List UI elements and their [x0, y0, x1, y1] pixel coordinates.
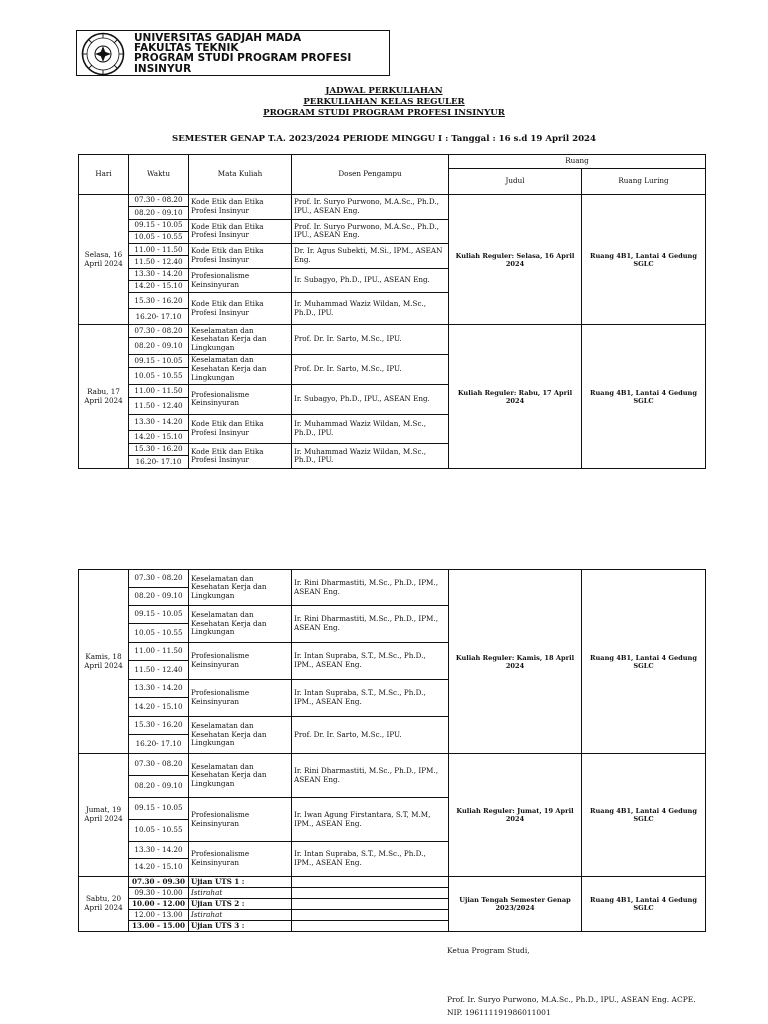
exam-cell: Ujian UTS 2 :: [189, 899, 292, 910]
course-cell: Profesionalisme Keinsinyuran: [189, 268, 292, 293]
time-cell: 15.30 - 16.20: [129, 443, 189, 456]
header-dosen: Dosen Pengampu: [292, 155, 449, 195]
time-cell: 09.15 - 10.05: [129, 606, 189, 624]
title-line-2: PERKULIAHAN KELAS REGULER: [303, 97, 465, 107]
course-cell: Profesionalisme Keinsinyuran: [189, 680, 292, 717]
schedule-table-1: [78, 154, 706, 469]
lecturer-cell: Prof. Dr. Ir. Sarto, M.Sc., IPU.: [292, 325, 449, 355]
room-cell: Ruang 4B1, Lantai 4 Gedung SGLC: [582, 195, 706, 325]
lecturer-cell: Ir. Muhammad Waziz Wildan, M.Sc., Ph.D., IPU.: [292, 414, 449, 443]
header-ruang-luring: Ruang Luring: [582, 169, 706, 195]
judul-cell: Kuliah Reguler: Kamis, 18 April 2024: [449, 570, 582, 754]
lecturer-cell: Ir. Muhammad Waziz Wildan, M.Sc., Ph.D., IPU.: [292, 293, 449, 325]
day-cell: Rabu, 17 April 2024: [79, 325, 129, 469]
room-cell: Ruang 4B1, Lantai 4 Gedung SGLC: [582, 325, 706, 469]
judul-cell: Kuliah Reguler: Jumat, 19 April 2024: [449, 754, 582, 877]
lecturer-cell: Ir. Intan Supraba, S.T., M.Sc., Ph.D., IPM., ASEAN Eng.: [292, 680, 449, 717]
time-cell: 12.00 - 13.00: [129, 910, 189, 921]
day-cell: Jumat, 19 April 2024: [79, 754, 129, 877]
course-cell: Keselamatan dan Kesehatan Kerja dan Lingkungan: [189, 754, 292, 798]
course-cell: Kode Etik dan Etika Profesi Insinyur: [189, 443, 292, 469]
exam-cell: Ujian UTS 3 :: [189, 921, 292, 932]
title-line-3: PROGRAM STUDI PROGRAM PROFESI INSINYUR: [263, 108, 505, 118]
course-cell: Keselamatan dan Kesehatan Kerja dan Lingkungan: [189, 354, 292, 384]
lecturer-cell: Prof. Dr. Ir. Sarto, M.Sc., IPU.: [292, 354, 449, 384]
lecturer-cell: [292, 877, 449, 888]
course-cell: Kode Etik dan Etika Profesi Insinyur: [189, 244, 292, 269]
time-cell: 07.30 - 09.30: [129, 877, 189, 888]
semester-period: SEMESTER GENAP T.A. 2023/2024 PERIODE MINGGU I : Tanggal : 16 s.d 19 April 2024: [171, 134, 597, 144]
time-cell: 15.30 - 16.20: [129, 717, 189, 735]
university-header: [76, 30, 390, 76]
judul-cell: Kuliah Reguler: Rabu, 17 April 2024: [449, 325, 582, 469]
time-cell: 07.30 - 08.20: [129, 570, 189, 588]
lecturer-cell: Ir. Subagyo, Ph.D., IPU., ASEAN Eng.: [292, 384, 449, 414]
table-row: [79, 195, 706, 207]
time-cell: 13.30 - 14.20: [129, 680, 189, 698]
header-hari: Hari: [79, 155, 129, 195]
lecturer-cell: [292, 899, 449, 910]
ketua-label: Ketua Program Studi,: [447, 946, 530, 955]
room-cell: Ruang 4B1, Lantai 4 Gedung SGLC: [582, 877, 706, 932]
break-cell: Istirahat: [189, 910, 292, 921]
course-cell: Kode Etik dan Etika Profesi Insinyur: [189, 195, 292, 220]
lecturer-cell: [292, 910, 449, 921]
course-cell: Kode Etik dan Etika Profesi Insinyur: [189, 219, 292, 244]
university-name: UNIVERSITAS GADJAH MADA FAKULTAS TEKNIK PROGRAM STUDI PROGRAM PROFESI INSINYUR: [134, 32, 352, 75]
time-cell: 11.00 - 11.50: [129, 643, 189, 661]
time-cell: 07.30 - 08.20: [129, 754, 189, 776]
time-cell: 10.05 - 10.55: [129, 367, 189, 384]
table-row: [79, 754, 706, 776]
lecturer-cell: Prof. Ir. Suryo Purwono, M.A.Sc., Ph.D., IPU., ASEAN Eng.: [292, 195, 449, 220]
time-cell: 08.20 - 09.10: [129, 337, 189, 354]
time-cell: 11.50 - 12.40: [129, 397, 189, 414]
time-cell: 08.20 - 09.10: [129, 207, 189, 219]
lecturer-cell: Ir. Rini Dharmastiti, M.Sc., Ph.D., IPM., ASEAN Eng.: [292, 570, 449, 606]
course-cell: Keselamatan dan Kesehatan Kerja dan Lingkungan: [189, 325, 292, 355]
time-cell: 14.20 - 15.10: [129, 859, 189, 877]
signatory-nip: NIP. 196111191986011001: [447, 1008, 551, 1017]
table-row: [79, 570, 706, 588]
header-waktu: Waktu: [129, 155, 189, 195]
lecturer-cell: Ir. Muhammad Waziz Wildan, M.Sc., Ph.D., IPU.: [292, 443, 449, 469]
time-cell: 10.05 - 10.55: [129, 820, 189, 842]
time-cell: 08.20 - 09.10: [129, 776, 189, 798]
time-cell: 16.20- 17.10: [129, 735, 189, 754]
time-cell: 14.20 - 15.10: [129, 281, 189, 293]
document-title: [0, 86, 768, 119]
course-cell: Kode Etik dan Etika Profesi Insinyur: [189, 414, 292, 443]
lecturer-cell: Ir. Intan Supraba, S.T., M.Sc., Ph.D., IPM., ASEAN Eng.: [292, 643, 449, 680]
time-cell: 09.15 - 10.05: [129, 219, 189, 231]
time-cell: 14.20 - 15.10: [129, 698, 189, 717]
time-cell: 07.30 - 08.20: [129, 325, 189, 338]
time-cell: 11.00 - 11.50: [129, 384, 189, 397]
time-cell: 09.30 - 10.00: [129, 888, 189, 899]
header-mata-kuliah: Mata Kuliah: [189, 155, 292, 195]
lecturer-cell: Ir. Iwan Agung Firstantara, S.T, M.M, IPM., ASEAN Eng.: [292, 798, 449, 842]
signatory-name: Prof. Ir. Suryo Purwono, M.A.Sc., Ph.D., IPU., ASEAN Eng. ACPE.: [447, 995, 696, 1004]
time-cell: 09.15 - 10.05: [129, 798, 189, 820]
lecturer-cell: Ir. Intan Supraba, S.T., M.Sc., Ph.D., IPM., ASEAN Eng.: [292, 842, 449, 877]
time-cell: 11.50 - 12.40: [129, 256, 189, 268]
schedule-table-2: [78, 569, 706, 932]
course-cell: Keselamatan dan Kesehatan Kerja dan Lingkungan: [189, 570, 292, 606]
time-cell: 13.30 - 14.20: [129, 268, 189, 280]
time-cell: 10.05 - 10.55: [129, 624, 189, 643]
table-row: [79, 877, 706, 888]
lecturer-cell: [292, 921, 449, 932]
time-cell: 10.05 - 10.55: [129, 231, 189, 243]
day-cell: Kamis, 18 April 2024: [79, 570, 129, 754]
time-cell: 14.20 - 15.10: [129, 430, 189, 443]
course-cell: Profesionalisme Keinsinyuran: [189, 384, 292, 414]
time-cell: 11.00 - 11.50: [129, 244, 189, 256]
course-cell: Kode Etik dan Etika Profesi Insinyur: [189, 293, 292, 325]
judul-cell: Kuliah Reguler: Selasa, 16 April 2024: [449, 195, 582, 325]
room-cell: Ruang 4B1, Lantai 4 Gedung SGLC: [582, 754, 706, 877]
ugm-logo-icon: [81, 32, 125, 76]
table-row: [79, 325, 706, 338]
judul-cell: Ujian Tengah Semester Genap 2023/2024: [449, 877, 582, 932]
header-ruang: Ruang: [449, 155, 706, 169]
lecturer-cell: Ir. Rini Dharmastiti, M.Sc., Ph.D., IPM., ASEAN Eng.: [292, 606, 449, 643]
header-judul: Judul: [449, 169, 582, 195]
lecturer-cell: Prof. Dr. Ir. Sarto, M.Sc., IPU.: [292, 717, 449, 754]
lecturer-cell: Dr. Ir. Agus Subekti, M.Si., IPM., ASEAN Eng.: [292, 244, 449, 269]
time-cell: 13.30 - 14.20: [129, 414, 189, 430]
day-cell: Selasa, 16 April 2024: [79, 195, 129, 325]
time-cell: 16.20- 17.10: [129, 456, 189, 469]
time-cell: 13.00 - 15.00: [129, 921, 189, 932]
lecturer-cell: [292, 888, 449, 899]
course-cell: Profesionalisme Keinsinyuran: [189, 798, 292, 842]
time-cell: 13.30 - 14.20: [129, 842, 189, 859]
time-cell: 08.20 - 09.10: [129, 588, 189, 606]
lecturer-cell: Prof. Ir. Suryo Purwono, M.A.Sc., Ph.D., IPU., ASEAN Eng.: [292, 219, 449, 244]
room-cell: Ruang 4B1, Lantai 4 Gedung SGLC: [582, 570, 706, 754]
day-cell: Sabtu, 20 April 2024: [79, 877, 129, 932]
course-cell: Keselamatan dan Kesehatan Kerja dan Lingkungan: [189, 717, 292, 754]
title-line-1: JADWAL PERKULIAHAN: [325, 86, 443, 96]
time-cell: 07.30 - 08.20: [129, 195, 189, 207]
time-cell: 11.50 - 12.40: [129, 661, 189, 680]
time-cell: 09.15 - 10.05: [129, 354, 189, 367]
course-cell: Profesionalisme Keinsinyuran: [189, 643, 292, 680]
lecturer-cell: Ir. Subagyo, Ph.D., IPU., ASEAN Eng.: [292, 268, 449, 293]
exam-cell: Ujian UTS 1 :: [189, 877, 292, 888]
time-cell: 15.30 - 16.20: [129, 293, 189, 309]
time-cell: 16.20- 17.10: [129, 309, 189, 325]
course-cell: Profesionalisme Keinsinyuran: [189, 842, 292, 877]
course-cell: Keselamatan dan Kesehatan Kerja dan Lingkungan: [189, 606, 292, 643]
break-cell: Istirahat: [189, 888, 292, 899]
time-cell: 10.00 - 12.00: [129, 899, 189, 910]
lecturer-cell: Ir. Rini Dharmastiti, M.Sc., Ph.D., IPM., ASEAN Eng.: [292, 754, 449, 798]
